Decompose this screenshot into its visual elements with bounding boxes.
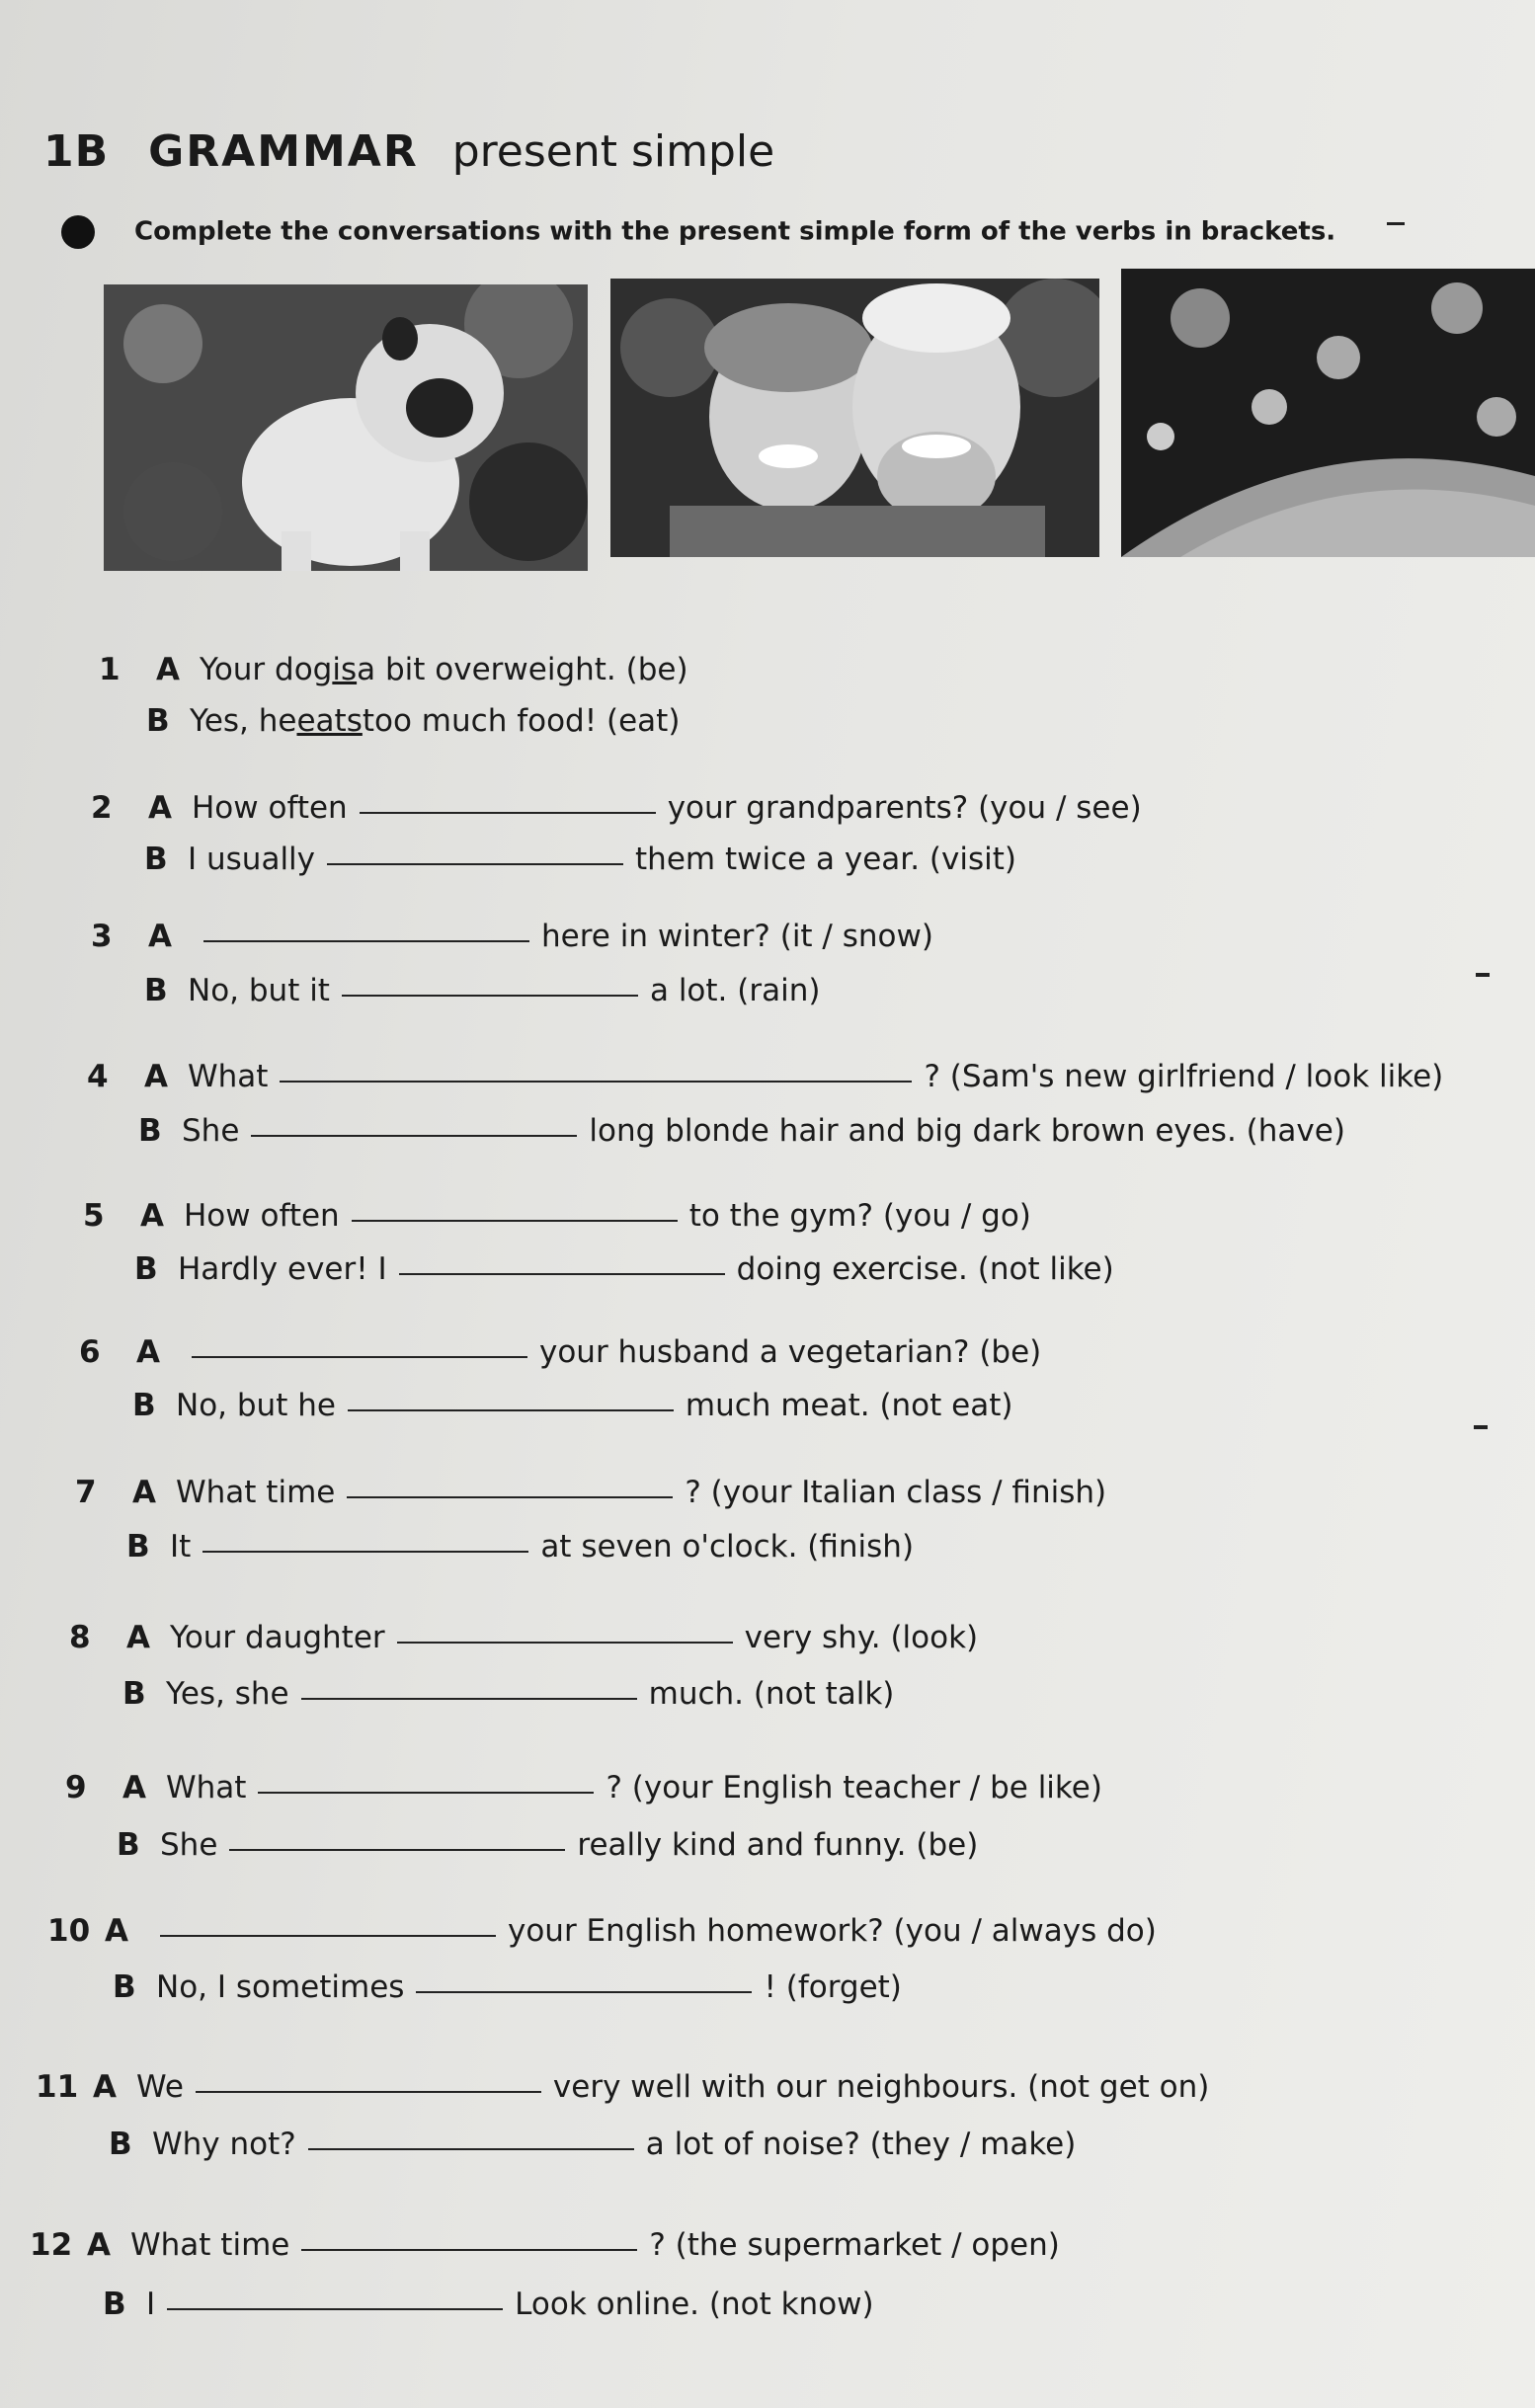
line-text-after: your husband a vegetarian? (be) [539, 1334, 1042, 1370]
answer-blank[interactable] [301, 1696, 637, 1700]
speaker-a: A [148, 790, 172, 826]
exercise-2-line-b [144, 842, 1016, 877]
answer-blank[interactable] [203, 938, 529, 942]
instruction-text: Complete the conversations with the present simple form of the verbs in brackets. [134, 216, 1336, 247]
exercise-2-line-a [91, 790, 1142, 826]
line-text-after: a lot of noise? (they / make) [645, 2127, 1077, 2162]
answer-blank[interactable] [352, 1218, 678, 1222]
line-text-before: No, but it [188, 973, 330, 1008]
photo-strip [0, 279, 1535, 575]
exercise-number: 5 [83, 1198, 105, 1234]
answer-blank[interactable] [348, 1407, 674, 1411]
exercise-6-line-b [132, 1388, 1012, 1423]
line-text-before: Yes, she [166, 1676, 289, 1712]
pencil-mark [1476, 973, 1490, 977]
exercise-5-line-a [83, 1198, 1031, 1234]
line-text-after: doing exercise. (not like) [736, 1251, 1114, 1287]
exercise-11-line-b [109, 2127, 1076, 2162]
line-text-after: ? (your Italian class / finish) [685, 1475, 1107, 1510]
answer-blank[interactable] [192, 1354, 527, 1358]
line-text-after: your grandparents? (you / see) [667, 790, 1142, 826]
exercise-number: 7 [75, 1475, 97, 1510]
answer-blank[interactable] [251, 1133, 577, 1137]
line-text-before: Yes, he [190, 703, 297, 739]
line-text-after: too much food! (eat) [362, 703, 681, 739]
exercise-1-line-a [99, 652, 688, 687]
exercise-8-line-b [122, 1676, 894, 1712]
answer-blank[interactable] [258, 1790, 594, 1794]
exercise-7-line-a [75, 1475, 1106, 1510]
exercise-number: 6 [79, 1334, 101, 1370]
answer-blank[interactable] [399, 1271, 725, 1275]
line-text-after: very shy. (look) [744, 1620, 979, 1655]
answer-blank[interactable] [229, 1847, 565, 1851]
speaker-a: A [87, 2227, 111, 2263]
line-text-before: Your dog [200, 652, 333, 687]
line-text-after: much. (not talk) [648, 1676, 895, 1712]
bullet-icon [61, 215, 95, 249]
speaker-a: A [122, 1770, 146, 1806]
answer-blank[interactable] [202, 1549, 528, 1553]
answer-blank[interactable] [360, 810, 656, 814]
line-text-after: ? (your English teacher / be like) [606, 1770, 1102, 1806]
line-text-before: Your daughter [170, 1620, 385, 1655]
exercise-7-line-b [126, 1529, 914, 1565]
speaker-b: B [109, 2127, 132, 2162]
answer-blank[interactable] [160, 1933, 496, 1937]
speaker-b: B [146, 703, 170, 739]
answer-blank[interactable] [397, 1640, 733, 1644]
line-text-after: them twice a year. (visit) [635, 842, 1016, 877]
speaker-b: B [117, 1827, 140, 1863]
section-header [43, 126, 774, 177]
exercise-1-line-b [146, 703, 680, 739]
line-text-before: I [146, 2287, 156, 2322]
line-text-after: very well with our neighbours. (not get on) [552, 2069, 1210, 2105]
exercise-6-line-a [79, 1334, 1041, 1370]
answer-blank[interactable] [416, 1989, 752, 1993]
answer-blank[interactable] [342, 993, 638, 997]
exercise-12-line-b [103, 2287, 874, 2322]
speaker-a: A [148, 919, 172, 954]
section-title: GRAMMAR [148, 126, 419, 177]
exercise-3-line-b [144, 973, 820, 1008]
exercise-number: 4 [87, 1059, 109, 1094]
exercise-10-line-a [47, 1913, 1157, 1949]
exercise-12-line-a [30, 2227, 1060, 2263]
line-text-before: What [166, 1770, 247, 1806]
instruction [61, 215, 1335, 249]
line-text-after: long blonde hair and big dark brown eyes. (have) [589, 1113, 1345, 1149]
line-text-after: ? (Sam's new girlfriend / look like) [924, 1059, 1444, 1094]
line-text-after: your English homework? (you / always do) [508, 1913, 1157, 1949]
line-text-before: She [182, 1113, 240, 1149]
speaker-b: B [132, 1388, 156, 1423]
answer-blank[interactable] [196, 2089, 541, 2093]
exercise-number: 11 [36, 2069, 79, 2105]
unit-label: 1B [43, 126, 110, 177]
line-text-after: ! (forget) [764, 1969, 902, 2005]
exercise-8-line-a [69, 1620, 978, 1655]
answer-blank[interactable] [280, 1079, 912, 1083]
line-text-before: What time [176, 1475, 336, 1510]
answer-blank[interactable] [327, 861, 623, 865]
line-text-before: What [188, 1059, 269, 1094]
line-text-after: a bit overweight. (be) [357, 652, 688, 687]
exercise-3-line-a [91, 919, 933, 954]
line-text-before: We [136, 2069, 184, 2105]
couple-photo [610, 279, 1099, 557]
exercise-4-line-a [87, 1059, 1443, 1094]
umbrella-photo [1121, 269, 1535, 557]
line-text-before: No, I sometimes [156, 1969, 405, 2005]
answer-blank[interactable] [347, 1494, 673, 1498]
line-text-after: ? (the supermarket / open) [649, 2227, 1060, 2263]
line-text-before: She [160, 1827, 218, 1863]
line-text-before: I usually [188, 842, 316, 877]
speaker-b: B [144, 973, 168, 1008]
line-text-before: What time [130, 2227, 290, 2263]
speaker-a: A [126, 1620, 150, 1655]
line-text-after: a lot. (rain) [649, 973, 821, 1008]
speaker-b: B [144, 842, 168, 877]
line-text-after: to the gym? (you / go) [688, 1198, 1031, 1234]
answer-blank[interactable] [308, 2146, 634, 2150]
answer-blank[interactable] [167, 2306, 503, 2310]
exercise-number: 9 [65, 1770, 87, 1806]
exercise-number: 3 [91, 919, 113, 954]
line-text-before: Hardly ever! I [178, 1251, 387, 1287]
exercise-10-line-b [113, 1969, 902, 2005]
speaker-a: A [156, 652, 180, 687]
speaker-b: B [103, 2287, 126, 2322]
line-text-after: here in winter? (it / snow) [541, 919, 933, 954]
exercise-4-line-b [138, 1113, 1345, 1149]
speaker-b: B [122, 1676, 146, 1712]
speaker-a: A [93, 2069, 117, 2105]
line-text-after: much meat. (not eat) [685, 1388, 1013, 1423]
exercise-9-line-a [65, 1770, 1102, 1806]
exercise-11-line-a [36, 2069, 1209, 2105]
answer-blank[interactable] [301, 2247, 637, 2251]
speaker-b: B [134, 1251, 158, 1287]
filled-answer: is [332, 652, 358, 687]
pencil-mark [1387, 222, 1405, 225]
exercise-9-line-b [117, 1827, 978, 1863]
line-text-before: No, but he [176, 1388, 336, 1423]
speaker-b: B [138, 1113, 162, 1149]
speaker-a: A [136, 1334, 160, 1370]
line-text-before: How often [192, 790, 348, 826]
speaker-a: A [105, 1913, 128, 1949]
exercise-5-line-b [134, 1251, 1114, 1287]
filled-answer: eats [296, 703, 363, 739]
line-text-before: How often [184, 1198, 340, 1234]
exercise-number: 12 [30, 2227, 73, 2263]
line-text-after: Look online. (not know) [515, 2287, 874, 2322]
speaker-a: A [140, 1198, 164, 1234]
line-text-before: Why not? [152, 2127, 296, 2162]
exercise-number: 8 [69, 1620, 91, 1655]
speaker-a: A [144, 1059, 168, 1094]
exercise-number: 1 [99, 652, 121, 687]
line-text-after: at seven o'clock. (finish) [540, 1529, 915, 1565]
speaker-b: B [126, 1529, 150, 1565]
speaker-a: A [132, 1475, 156, 1510]
exercise-number: 2 [91, 790, 113, 826]
line-text-after: really kind and funny. (be) [577, 1827, 979, 1863]
section-topic: present simple [451, 126, 775, 177]
line-text-before: It [170, 1529, 192, 1565]
exercise-number: 10 [47, 1913, 91, 1949]
dog-photo [104, 284, 588, 571]
speaker-b: B [113, 1969, 136, 2005]
pencil-mark [1474, 1425, 1488, 1429]
